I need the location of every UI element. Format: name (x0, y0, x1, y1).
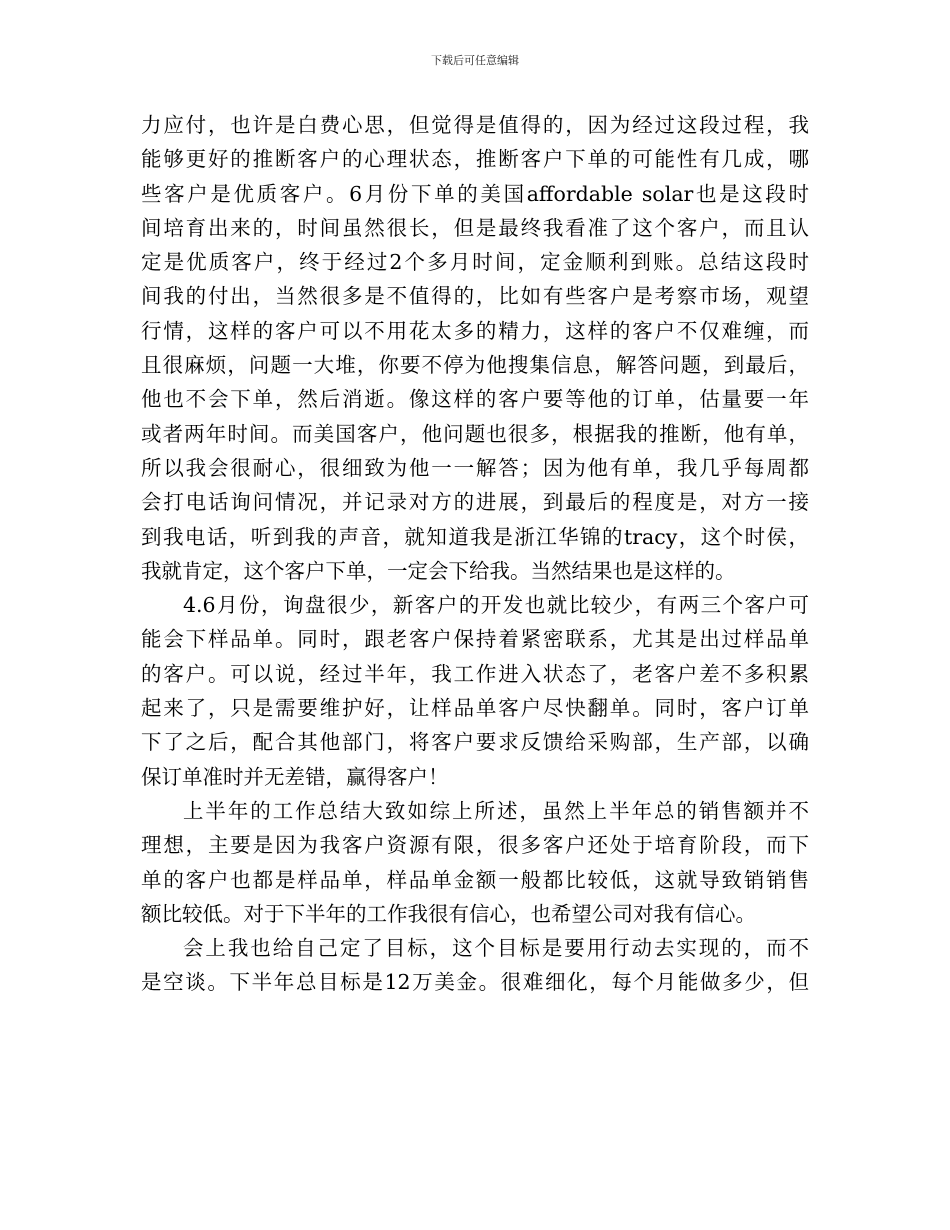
page-header-note: 下载后可任意编辑 (431, 54, 519, 67)
text-line: 我就肯定，这个客户下单，一定会下给我。当然结果也是这样的。 (141, 558, 736, 583)
paragraph-start-line: 4.6月份，询盘很少，新客户的开发也就比较少，有两三个客户可 (183, 593, 809, 618)
paragraph-start-line: 上半年的工作总结大致如综上所述，虽然上半年总的销售额并不 (183, 798, 809, 823)
text-line: 理想，主要是因为我客户资源有限，很多客户还处于培育阶段，而下 (141, 833, 809, 858)
text-line: 间我的付出，当然很多是不值得的，比如有些客户是考察市场，观望 (141, 284, 809, 309)
text-line: 下了之后，配合其他部门，将客户要求反馈给采购部，生产部，以确 (141, 730, 809, 755)
text-line: 且很麻烦，问题一大堆，你要不停为他搜集信息，解答问题，到最后， (141, 353, 809, 378)
text-line: 能会下样品单。同时，跟老客户保持着紧密联系，尤其是出过样品单 (141, 627, 809, 652)
text-line: 的客户。可以说，经过半年，我工作进入状态了，老客户差不多积累 (141, 661, 809, 686)
text-line: 定是优质客户，终于经过2个多月时间，定金顺利到账。总结这段时 (141, 250, 809, 275)
text-line: 或者两年时间。而美国客户，他问题也很多，根据我的推断，他有单， (141, 421, 809, 446)
text-line: 间培育出来的，时间虽然很长，但是最终我看准了这个客户，而且认 (141, 215, 809, 240)
document-body (141, 108, 809, 1000)
text-line: 所以我会很耐心，很细致为他一一解答；因为他有单，我几乎每周都 (141, 455, 809, 480)
text-line: 些客户是优质客户。6月份下单的美国affordable solar也是这段时 (141, 181, 809, 206)
text-line: 保订单准时并无差错，赢得客户！ (141, 764, 449, 789)
text-line: 是空谈。下半年总目标是12万美金。很难细化，每个月能做多少，但 (141, 970, 809, 995)
text-line: 能够更好的推断客户的心理状态，推断客户下单的可能性有几成，哪 (141, 147, 809, 172)
text-line: 会打电话询问情况，并记录对方的进展，到最后的程度是，对方一接 (141, 490, 809, 515)
text-line: 行情，这样的客户可以不用花太多的精力，这样的客户不仅难缠，而 (141, 318, 809, 343)
text-line: 力应付，也许是白费心思，但觉得是值得的，因为经过这段过程，我 (141, 113, 809, 137)
text-line: 起来了，只是需要维护好，让样品单客户尽快翻单。同时，客户订单 (141, 696, 809, 721)
paragraph-start-line: 会上我也给自己定了目标，这个目标是要用行动去实现的，而不 (183, 936, 809, 961)
text-line: 他也不会下单，然后消逝。像这样的客户要等他的订单，估量要一年 (141, 387, 809, 412)
text-line: 额比较低。对于下半年的工作我很有信心，也希望公司对我有信心。 (141, 901, 756, 926)
text-line: 到我电话，听到我的声音，就知道我是浙江华锦的tracy，这个时侯， (141, 524, 809, 549)
text-line: 单的客户也都是样品单，样品单金额一般都比较低，这就导致销销售 (141, 867, 809, 892)
